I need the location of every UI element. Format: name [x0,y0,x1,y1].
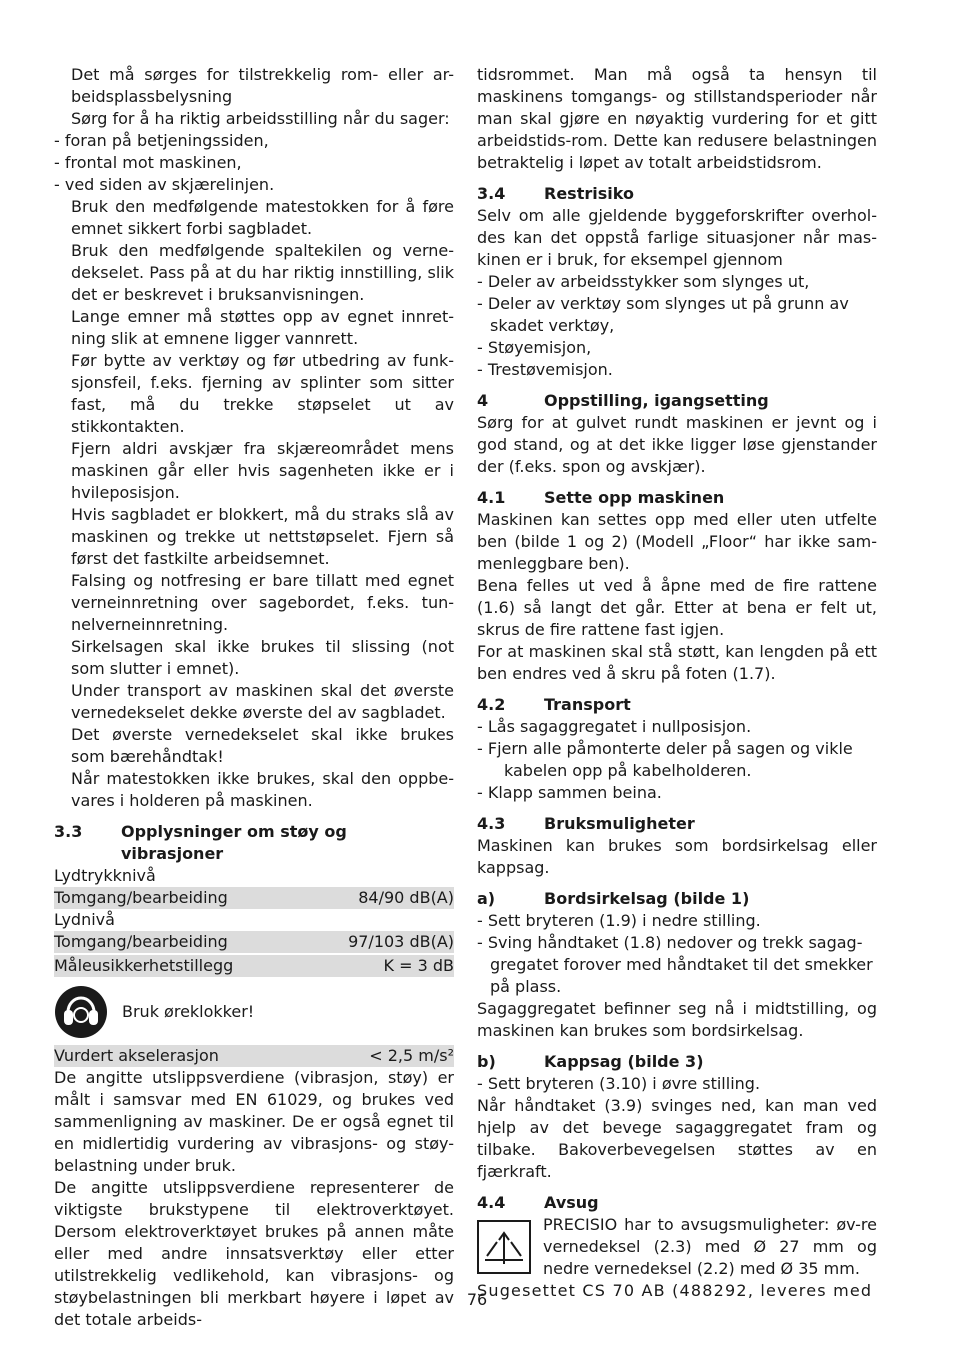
paragraph: Under transport av maskinen skal det øverste vernedekselet dekke øverste del av sagbladet. [71,681,454,722]
list-item: - Fjern alle påmonterte deler på sagen og vikle kabelen opp på kabelholderen. [477,739,853,780]
section-heading-4-2 [477,694,877,716]
paragraph: Fjern aldri avskjær fra skjæreområdet mens maskinen går eller hvis sagenheten ikke er i hvileposisjon. [71,439,454,502]
row-key: Tomgang/bearbeiding [54,888,228,907]
list-item: - frontal mot maskinen, [54,153,242,172]
section-number: 4.3 [477,814,506,833]
list-item: - Støyemisjon, [477,338,592,357]
paragraph: Selv om alle gjeldende byggeforskrifter overhol-des kan det oppstå farlige situasjoner når mas-kinen er i bruk, for eksempel gjennom [477,206,877,269]
section-heading-4-4 [477,1192,877,1214]
section-heading-3-4 [477,183,877,205]
section-number: 3.3 [54,822,83,841]
paragraph: Hvis sagbladet er blokkert, må du straks slå av maskinen og trekke ut nettstøpselet. Fjern så først det fastkilte arbeidsemnet. [71,505,454,568]
section-title: Transport [544,695,631,714]
paragraph: Maskinen kan brukes som bordsirkelsag eller kappsag. [477,836,877,877]
dust-extraction-icon [477,1220,531,1274]
paragraph: De angitte utslippsverdiene (vibrasjon, støy) er målt i samsvar med EN 61029, og brukes ved sammenligning av maskiner. De er også egnet til en midlertidig vurdering av vibrasjons- og støy-belastning under bruk. [54,1068,454,1175]
list-item: - Trestøvemisjon. [477,360,613,379]
paragraph: Bena felles ut ved å åpne med de fire rattene (1.6) så langt det går. Etter at bena er felt ut, skrus de fire rattene fast igjen. [477,576,877,639]
paragraph: Maskinen kan settes opp med eller uten utfelte ben (bilde 1 og 2) (Modell „Floor“ har ikke sam-menleggbare ben). [477,510,877,573]
section-heading-b [477,1051,877,1073]
paragraph: Bruk den medfølgende matestokken for å føre emnet sikkert forbi sagbladet. [71,197,454,238]
section-number: 4.1 [477,488,506,507]
label: Lydnivå [54,910,115,929]
section-heading-4-1 [477,487,877,509]
paragraph: Sørg for at gulvet rundt maskinen er jevnt og i god stand, og at det ikke ligger løse gjenstander der (f.eks. spon og avskjær). [477,413,877,476]
section-heading-4-3 [477,813,877,835]
paragraph: tidsrommet. Man må også ta hensyn til maskinens tomgangs- og stillstandsperioder når man skal gjøre en nøyaktig vurdering for et gitt arbeidstids-rom. Dette kan redusere belastningen betraktelig i løpet av totalt arbeidstidsrom. [477,65,877,172]
ear-protection-notice [54,985,454,1039]
list-item: - Sett bryteren (1.9) i nedre stilling. [477,911,761,930]
paragraph: De angitte utslippsverdiene representerer de viktigste brukstypene til elektroverktøyet. Dersom elektroverktøyet brukes på annen måte eller med andre innsatsverktøy eller etter utilstrekkelig vedlikehold, kan vibrasjons- og støybelastningen bli merkbart høyere i løpet av det totale arbeids- [54,1178,454,1329]
paragraph: PRECISIO har to avsugsmuligheter: øv-re vernedeksel (2.3) med Ø 27 mm og nedre vernedeksel (2.2) med Ø 35 mm. [543,1215,877,1278]
row-key: Tomgang/bearbeiding [54,932,228,951]
list-item: - Deler av arbeidsstykker som slynges ut, [477,272,810,291]
paragraph: Sugesettet CS 70 AB (488292, leveres med [477,1281,873,1300]
section-title: Oppstilling, igangsetting [544,391,769,410]
list-item: - Sving håndtaket (1.8) nedover og trekk sagag-gregatet forover med håndtaket til det smekker på plass. [477,933,873,996]
section-number: a) [477,889,496,908]
table-row [54,931,454,953]
section-number: 4 [477,391,489,410]
section-title: Restrisiko [544,184,634,203]
list-item: - Sett bryteren (3.10) i øvre stilling. [477,1074,761,1093]
section-title: Bruksmuligheter [544,814,695,833]
paragraph: Det øverste vernedekselet skal ikke brukes som bærehåndtak! [71,725,454,766]
paragraph: Sagaggregatet befinner seg nå i midtstilling, og maskinen kan brukes som bordsirkelsag. [477,999,877,1040]
paragraph: Sørg for å ha riktig arbeidsstilling når du sager: [71,109,450,128]
paragraph: Det må sørges for tilstrekkelig rom- eller ar-beidsplassbelysning [71,65,454,106]
section-title: Opplysninger om støy og vibrasjoner [121,822,347,863]
paragraph: For at maskinen skal stå støtt, kan lengden på ett ben endres ved å skru på foten (1.7). [477,642,877,683]
row-value: 97/103 dB(A) [348,932,454,951]
paragraph: Når matestokken ikke brukes, skal den oppbe-vares i holderen på maskinen. [71,769,454,810]
table-row [54,887,454,909]
paragraph: Når håndtaket (3.9) svinges ned, kan man ved hjelp av det bevege sagaggregatet fram og tilbake. Bakoverbevegelsen støttes av en fjærkraft. [477,1096,877,1181]
page-number: 76 [466,1290,488,1309]
ear-protection-icon [54,985,108,1039]
section-title: Avsug [544,1193,599,1212]
section-number: 3.4 [477,184,506,203]
section-number: b) [477,1052,496,1071]
row-key: Vurdert akselerasjon [54,1046,219,1065]
list-item: - foran på betjeningssiden, [54,131,269,150]
list-item: - Lås sagaggregatet i nullposisjon. [477,717,752,736]
list-item: - ved siden av skjærelinjen. [54,175,275,194]
row-value: K = 3 dB [383,956,454,975]
paragraph: Før bytte av verktøy og før utbedring av funk-sjonsfeil, f.eks. fjerning av splinter som sitter fast, må du trekke støpselet ut av stikkontakten. [71,351,454,436]
paragraph: Falsing og notfresing er bare tillatt med egnet verneinnretning over sagebordet, f.eks. tun-nelverneinnretning. [71,571,454,634]
section-title: Bordsirkelsag (bilde 1) [544,889,750,908]
paragraph: Sirkelsagen skal ikke brukes til slissing (not som slutter i emnet). [71,637,454,678]
section-heading-4 [477,390,877,412]
list-item: - Klapp sammen beina. [477,783,662,802]
table-row [54,1045,454,1067]
paragraph: Lange emner må støttes opp av egnet innret-ning slik at emnene ligger vannrett. [71,307,454,348]
list-item: - Deler av verktøy som slynges ut på grunn av skadet verktøy, [477,294,849,335]
notice-text: Bruk øreklokker! [122,1002,255,1021]
row-key: Måleusikkerhetstillegg [54,956,234,975]
label: Lydtrykknivå [54,866,156,885]
row-value: < 2,5 m/s² [369,1046,454,1065]
section-number: 4.4 [477,1193,506,1212]
paragraph: Bruk den medfølgende spaltekilen og verne-dekselet. Pass på at du har riktig innstilling, slik det er beskrevet i bruksanvisningen. [71,241,454,304]
right-column [477,64,877,1302]
extraction-block [477,1214,877,1280]
section-heading-3-3 [54,821,454,865]
section-title: Sette opp maskinen [544,488,725,507]
section-heading-a [477,888,877,910]
table-row [54,955,454,977]
section-title: Kappsag (bilde 3) [544,1052,704,1071]
left-column [54,64,454,1331]
row-value: 84/90 dB(A) [358,888,454,907]
section-number: 4.2 [477,695,506,714]
